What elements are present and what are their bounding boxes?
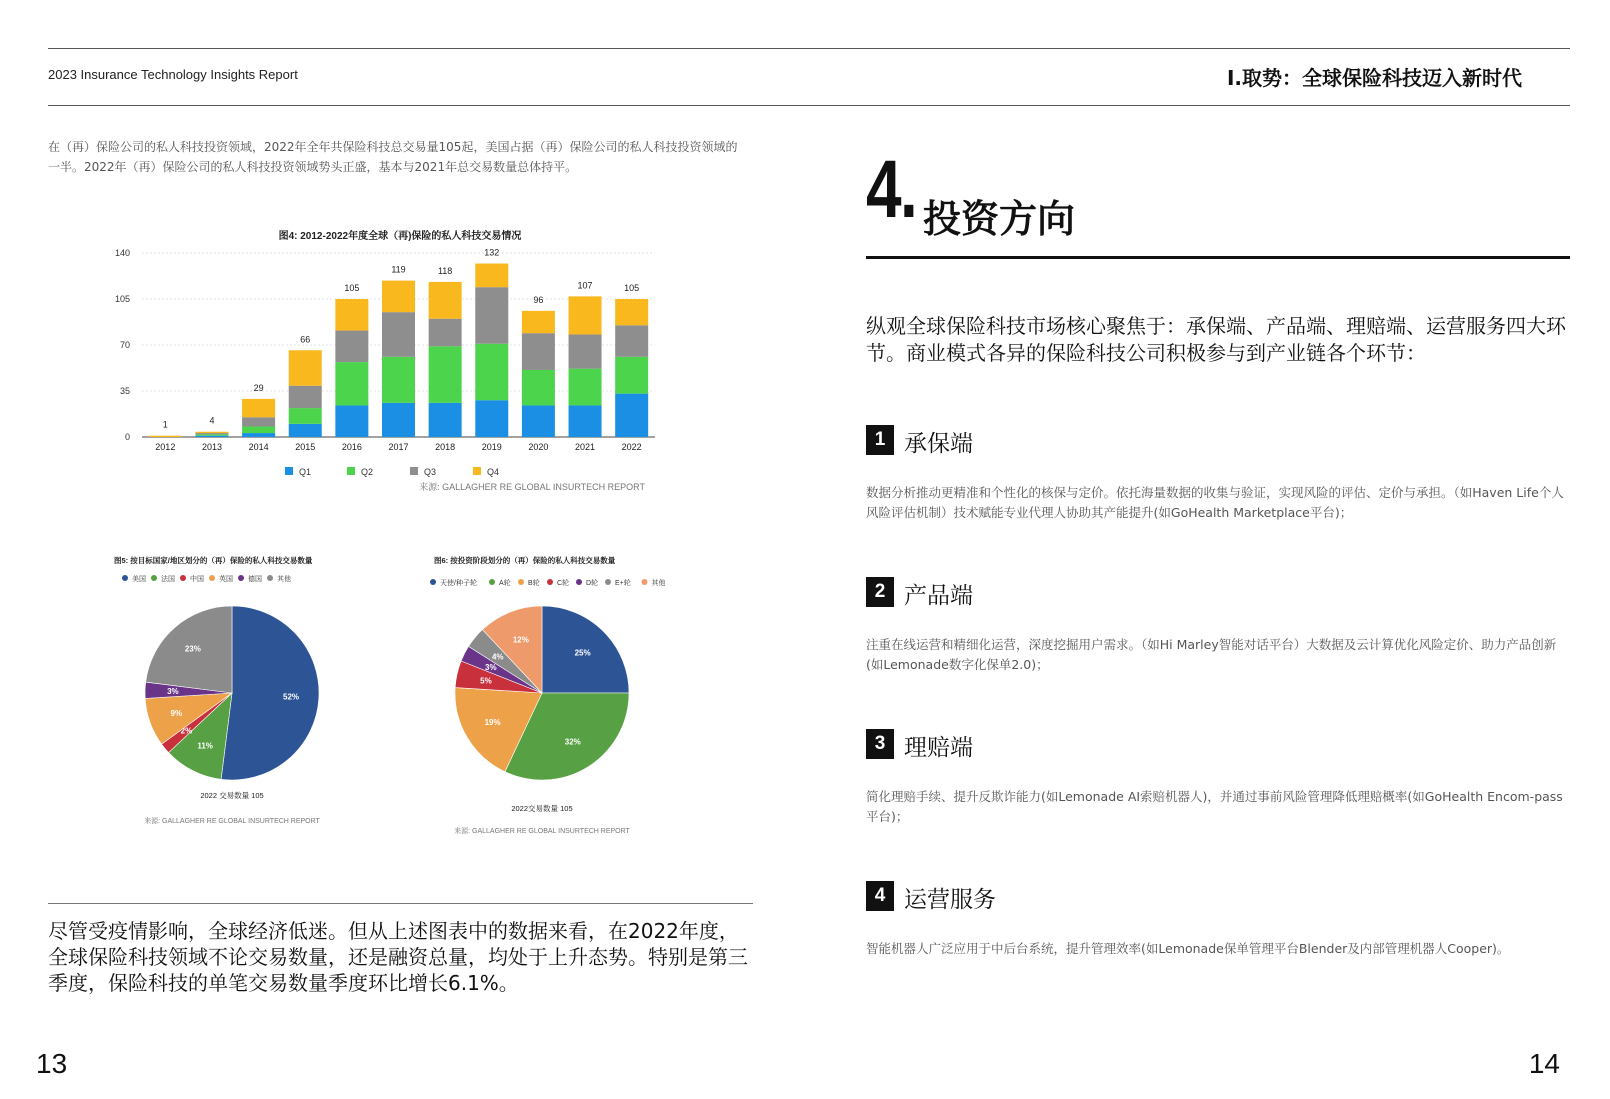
bar-total-label: 118 bbox=[437, 265, 453, 276]
legend-dot bbox=[642, 579, 648, 585]
section-title: 投资方向 bbox=[923, 197, 1076, 241]
legend-label: 英国 bbox=[219, 576, 233, 583]
bar-segment-q4 bbox=[289, 350, 322, 385]
y-tick-label: 70 bbox=[119, 340, 130, 350]
bar-total-label: 66 bbox=[300, 334, 311, 345]
bar-segment-q3 bbox=[522, 333, 555, 370]
intro-paragraph: 在（再）保险公司的私人科技投资领域，2022年全年共保险科技总交易量105起，美国占据（再）保险公司的私人科技投资领域的一半。2022年（再）保险公司的私人科技投资领域势头正盛，基本与2021年总交易数量总体持平。 bbox=[48, 140, 738, 174]
legend-label: 其他 bbox=[651, 580, 666, 587]
pie-title: 图6: 按投资阶段划分的（再）保险的私人科技交易数量 bbox=[434, 556, 616, 565]
pie-source: 来源: GALLAGHER RE GLOBAL INSURTECH REPORT bbox=[144, 818, 320, 825]
legend-dot bbox=[489, 579, 495, 585]
bar-segment-q1 bbox=[382, 403, 415, 437]
bar-segment-q3 bbox=[382, 312, 415, 357]
legend-label-q1: Q1 bbox=[299, 467, 312, 477]
x-tick-label: 2020 bbox=[528, 442, 549, 452]
legend-swatch-q3 bbox=[410, 467, 418, 475]
bar-segment-q1 bbox=[569, 405, 602, 437]
pie-slice-label: 32% bbox=[564, 737, 581, 747]
legend-label: 天使/种子轮 bbox=[440, 580, 477, 587]
bar-segment-q4 bbox=[335, 299, 368, 331]
chapter-title: Ⅰ.取势：全球保险科技迈入新时代 bbox=[1226, 66, 1522, 90]
bar-total-label: 132 bbox=[484, 247, 500, 258]
item-desc-claims: 简化理赔手续、提升反欺诈能力(如Lemonade AI索赔机器人)，并通过事前风险管理降低理赔概率(如GoHealth Encom-pass平台)； bbox=[866, 789, 1563, 824]
bar-segment-q2 bbox=[475, 344, 508, 401]
bar-segment-q1 bbox=[429, 403, 462, 437]
bar-total-label: 96 bbox=[533, 294, 544, 305]
x-tick-label: 2019 bbox=[481, 442, 502, 452]
legend-swatch-q4 bbox=[473, 467, 481, 475]
pie-slice-label: 2% bbox=[180, 726, 193, 736]
legend-dot bbox=[209, 575, 215, 581]
bar-segment-q3 bbox=[195, 433, 228, 434]
bar-segment-q1 bbox=[289, 424, 322, 437]
x-tick-label: 2012 bbox=[155, 442, 176, 452]
bar-segment-q2 bbox=[615, 357, 648, 394]
y-tick-label: 105 bbox=[114, 294, 130, 304]
bar-segment-q2 bbox=[335, 362, 368, 405]
section-number: 4. bbox=[866, 144, 917, 235]
pie-slice-label: 19% bbox=[484, 718, 501, 728]
pie-chart-fig6-svg bbox=[430, 555, 690, 865]
bar-total-label: 105 bbox=[624, 283, 640, 293]
legend-dot bbox=[122, 575, 128, 581]
legend-dot bbox=[605, 579, 611, 585]
legend-dot bbox=[576, 579, 582, 585]
item-desc-product: 注重在线运营和精细化运营，深度挖掘用户需求。（如Hi Marley智能对话平台）大数据及云计算优化风险定价、助力产品创新(如Lemonade数字化保单2.0)； bbox=[866, 637, 1557, 672]
bar-segment-q3 bbox=[335, 331, 368, 363]
legend-label: B轮 bbox=[528, 580, 540, 587]
pie-chart-fig6 bbox=[430, 555, 690, 865]
bar-chart-fig4 bbox=[110, 225, 670, 515]
bar-total-label: 105 bbox=[344, 283, 360, 293]
item-title-underwriting: 承保端 bbox=[904, 431, 973, 457]
bar-total-label: 4 bbox=[209, 415, 215, 426]
legend-dot bbox=[238, 575, 244, 581]
legend-label-q2: Q2 bbox=[361, 467, 374, 477]
legend-swatch-q2 bbox=[347, 467, 355, 475]
page-number-left: 13 bbox=[36, 1048, 68, 1079]
bar-segment-q4 bbox=[429, 282, 462, 319]
pie-slice-label: 5% bbox=[480, 676, 492, 686]
summary-rule bbox=[48, 903, 753, 904]
bar-segment-q4 bbox=[242, 399, 275, 417]
section-rule bbox=[866, 256, 1570, 259]
y-tick-label: 0 bbox=[124, 432, 130, 442]
legend-dot bbox=[547, 579, 553, 585]
legend-label: C轮 bbox=[557, 580, 570, 587]
pie-slice-label: 52% bbox=[283, 692, 300, 702]
bar-chart-source: 来源: GALLAGHER RE GLOBAL INSURTECH REPORT bbox=[419, 482, 645, 492]
bar-segment-q4 bbox=[522, 311, 555, 333]
pie-slice-label: 12% bbox=[512, 635, 529, 645]
legend-dot bbox=[518, 579, 524, 585]
bar-segment-q4 bbox=[195, 432, 228, 433]
bar-segment-q4 bbox=[382, 281, 415, 313]
bar-segment-q1 bbox=[475, 400, 508, 437]
pie-slice-label: 3% bbox=[167, 687, 179, 697]
legend-label: 其他 bbox=[277, 576, 291, 583]
x-tick-label: 2021 bbox=[575, 442, 596, 452]
bar-segment-q4 bbox=[475, 264, 508, 288]
top-rule bbox=[48, 48, 1570, 49]
bar-segment-q2 bbox=[522, 370, 555, 405]
pie-slice-label: 3% bbox=[485, 662, 497, 672]
pie-chart-fig5 bbox=[110, 555, 400, 855]
bar-segment-q2 bbox=[242, 426, 275, 433]
legend-swatch-q1 bbox=[285, 467, 293, 475]
item-title-claims: 理赔端 bbox=[904, 735, 973, 761]
header-rule bbox=[48, 105, 1570, 106]
legend-label: D轮 bbox=[586, 580, 599, 587]
x-tick-label: 2018 bbox=[435, 442, 456, 452]
bar-segment-q4 bbox=[149, 436, 182, 437]
bar-total-label: 119 bbox=[391, 264, 406, 275]
pie-caption: 2022交易数量 105 bbox=[511, 804, 573, 813]
legend-dot bbox=[180, 575, 186, 581]
item-desc-operations: 智能机器人广泛应用于中后台系统，提升管理效率(如Lemonade保单管理平台Blender及内部管理机器人Cooper)。 bbox=[866, 941, 1510, 956]
y-tick-label: 140 bbox=[114, 248, 130, 258]
pie-chart-fig5-svg bbox=[110, 555, 400, 855]
x-tick-label: 2022 bbox=[621, 442, 642, 452]
bar-chart-svg bbox=[110, 225, 670, 515]
bar-segment-q1 bbox=[335, 405, 368, 437]
pie-slice-label: 23% bbox=[184, 644, 201, 654]
item-number-1: 1 bbox=[866, 425, 894, 455]
pie-slice-label: 25% bbox=[574, 648, 591, 658]
bar-total-label: 29 bbox=[253, 382, 264, 393]
bar-segment-q1 bbox=[242, 433, 275, 437]
bar-segment-q2 bbox=[195, 434, 228, 435]
bar-segment-q3 bbox=[429, 319, 462, 347]
pie-slice-label: 9% bbox=[170, 709, 183, 719]
bar-segment-q2 bbox=[429, 346, 462, 403]
pie-slice-label: 11% bbox=[197, 741, 213, 751]
bar-segment-q3 bbox=[242, 417, 275, 426]
x-tick-label: 2017 bbox=[388, 442, 409, 452]
legend-label: A轮 bbox=[499, 580, 511, 587]
item-number-4: 4 bbox=[866, 881, 894, 911]
item-number-2: 2 bbox=[866, 577, 894, 607]
legend-label: 法国 bbox=[161, 576, 175, 583]
legend-label: 德国 bbox=[248, 576, 262, 583]
x-tick-label: 2016 bbox=[341, 442, 362, 452]
bar-segment-q3 bbox=[615, 325, 648, 357]
legend-dot bbox=[430, 579, 436, 585]
bar-segment-q1 bbox=[522, 405, 555, 437]
lead-paragraph: 纵观全球保险科技市场核心聚焦于：承保端、产品端、理赔端、运营服务四大环节。商业模式各异的保险科技公司积极参与到产业链各个环节： bbox=[866, 314, 1566, 365]
legend-dot bbox=[267, 575, 273, 581]
report-title: 2023 Insurance Technology Insights Report bbox=[48, 67, 298, 82]
pie-source: 来源: GALLAGHER RE GLOBAL INSURTECH REPORT bbox=[454, 828, 630, 835]
legend-label: E+轮 bbox=[615, 580, 631, 587]
bar-segment-q4 bbox=[569, 296, 602, 334]
pie-title: 图5: 按目标国家/地区划分的（再）保险的私人科技交易数量 bbox=[114, 556, 313, 565]
bar-segment-q2 bbox=[382, 357, 415, 403]
bar-total-label: 1 bbox=[162, 419, 168, 430]
y-tick-label: 35 bbox=[119, 386, 130, 396]
pie-slice-label: 4% bbox=[491, 652, 504, 662]
item-desc-underwriting: 数据分析推动更精准和个性化的核保与定价。依托海量数据的收集与验证，实现风险的评估、定价与承担。（如Haven Life个人风险评估机制）技术赋能专业代理人协助其产能提升(如GoHealth Marketplace平台)； bbox=[866, 485, 1564, 520]
item-title-product: 产品端 bbox=[904, 583, 973, 609]
x-tick-label: 2013 bbox=[201, 442, 222, 452]
summary-paragraph: 尽管受疫情影响，全球经济低迷。但从上述图表中的数据来看，在2022年度，全球保险科技领域不论交易数量，还是融资总量，均处于上升态势。特别是第三季度，保险科技的单笔交易数量季度环比增长6.1%。 bbox=[48, 919, 748, 995]
pie-caption: 2022 交易数量 105 bbox=[200, 791, 264, 800]
bar-chart-title: 图4: 2012-2022年度全球（再)保险的私人科技交易情况 bbox=[278, 231, 522, 242]
legend-dot bbox=[151, 575, 157, 581]
legend-label: 美国 bbox=[132, 576, 146, 583]
bar-segment-q2 bbox=[289, 408, 322, 424]
bar-total-label: 107 bbox=[577, 280, 593, 291]
bar-segment-q3 bbox=[289, 386, 322, 408]
bar-segment-q1 bbox=[195, 436, 228, 437]
page-number-right: 14 bbox=[1528, 1048, 1560, 1079]
legend-label-q3: Q3 bbox=[424, 467, 437, 477]
legend-label-q4: Q4 bbox=[487, 467, 500, 477]
bar-segment-q3 bbox=[569, 334, 602, 368]
legend-label: 中国 bbox=[190, 576, 204, 583]
bar-segment-q2 bbox=[569, 369, 602, 406]
bar-segment-q4 bbox=[615, 299, 648, 325]
item-title-operations: 运营服务 bbox=[904, 887, 996, 913]
pie-slice bbox=[221, 606, 319, 780]
bar-segment-q1 bbox=[615, 394, 648, 437]
x-tick-label: 2014 bbox=[248, 442, 269, 452]
x-tick-label: 2015 bbox=[295, 442, 316, 452]
bar-segment-q3 bbox=[475, 287, 508, 344]
item-number-3: 3 bbox=[866, 729, 894, 759]
